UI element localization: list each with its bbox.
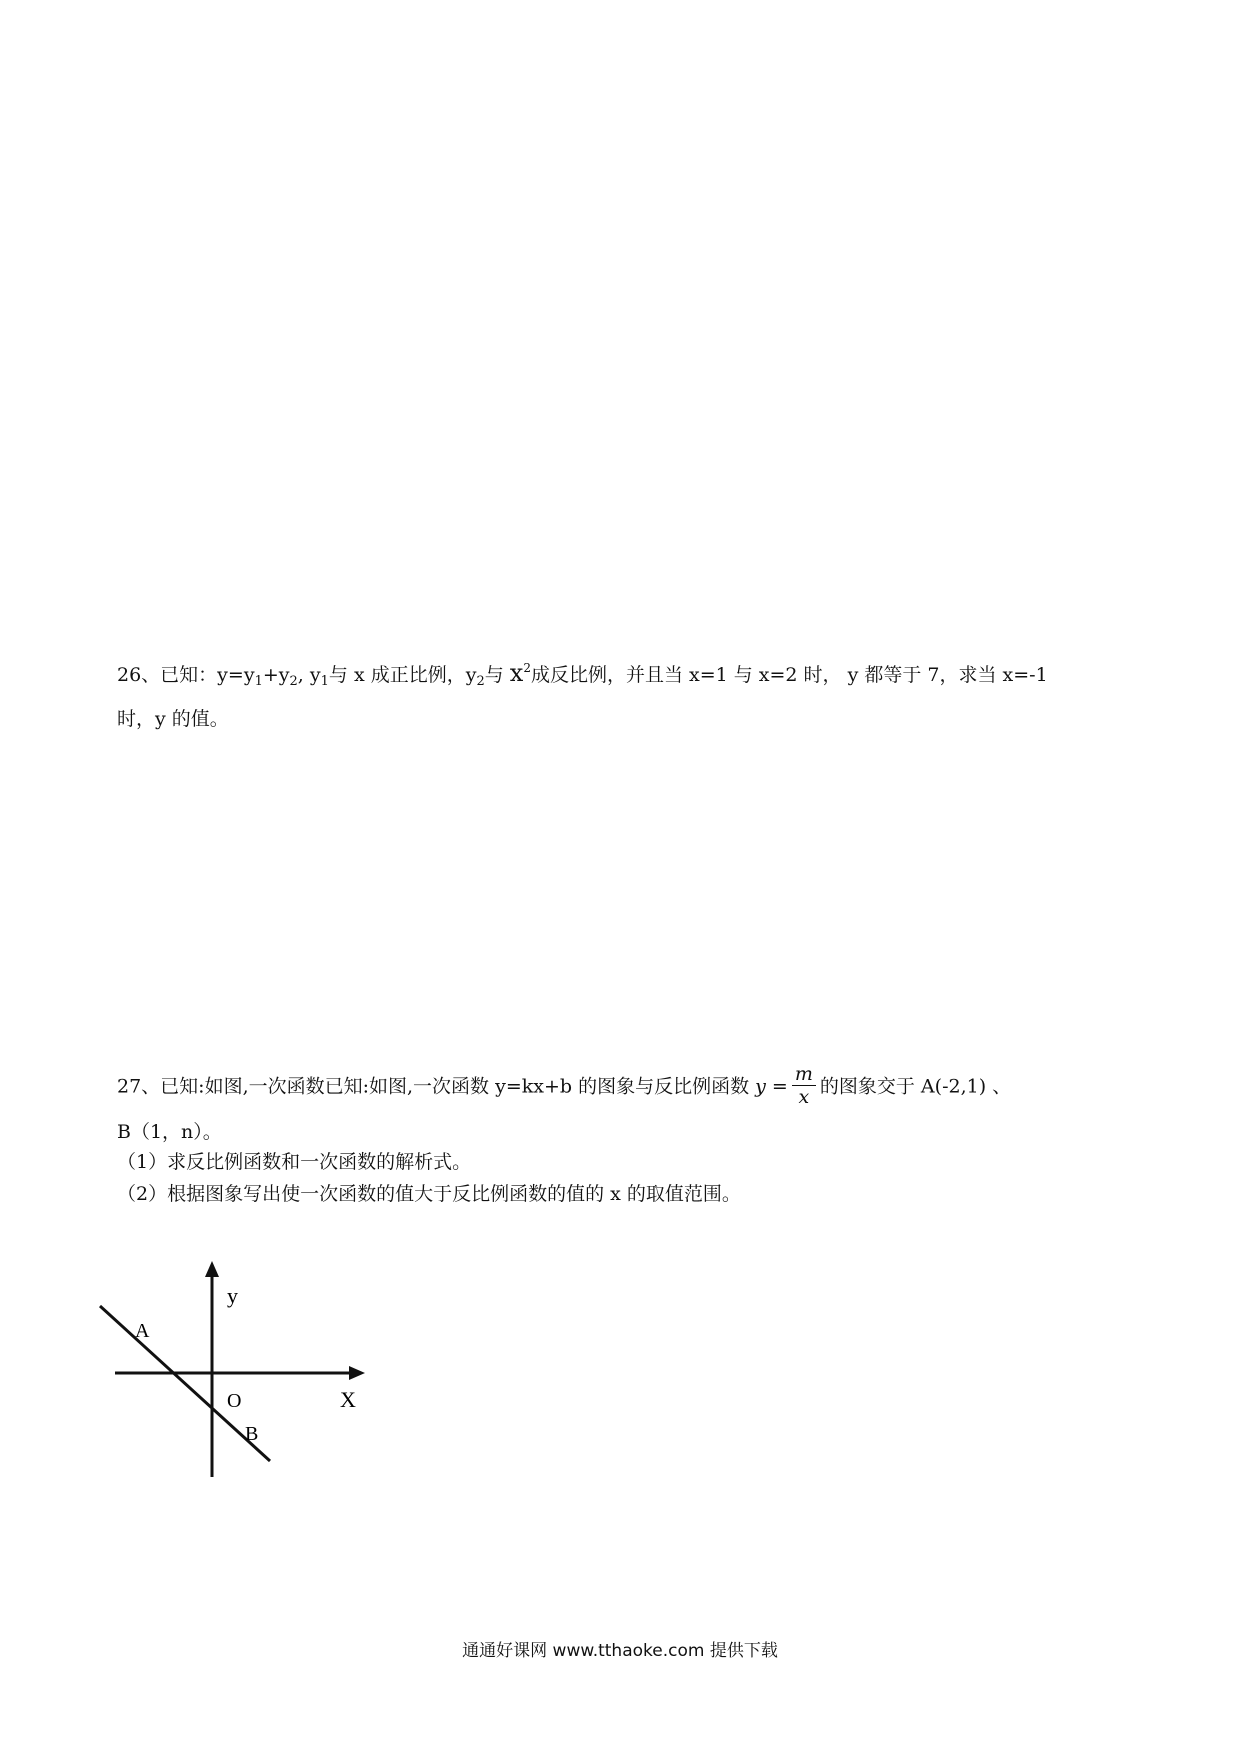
q26-text-5: 与 xyxy=(484,664,510,686)
question-26-line-1 xyxy=(117,656,1048,694)
point-a-label: A xyxy=(135,1320,150,1342)
q27-fraction-denominator: x xyxy=(798,1086,810,1108)
q27-fraction-numerator: m xyxy=(792,1063,816,1086)
y-axis-label: y xyxy=(227,1283,238,1308)
coordinate-graph xyxy=(95,1255,375,1485)
q26-subscript-2: 2 xyxy=(289,674,298,689)
q26-x-symbol: x xyxy=(509,659,524,687)
question-27-line-1 xyxy=(117,1065,1011,1110)
q26-superscript: 2 xyxy=(523,661,531,675)
point-b-label: B xyxy=(245,1423,259,1445)
question-27-line-2: B（1，n）。 xyxy=(117,1121,222,1143)
q26-text-2: +y xyxy=(262,664,290,686)
q27-y-equals: y = xyxy=(755,1075,788,1098)
q27-text-prefix: 27、已知:如图,一次函数已知:如图,一次函数 y=kx+b 的图象与反比例函数 xyxy=(117,1075,750,1098)
y-axis-arrow xyxy=(205,1261,219,1277)
q26-text-4: 与 x 成正比例，y xyxy=(328,664,477,686)
q26-subscript-3: 1 xyxy=(320,674,329,689)
question-27-part-1: （1）求反比例函数和一次函数的解析式。 xyxy=(117,1151,472,1173)
q26-text-3: , y xyxy=(297,664,321,686)
q26-subscript-4: 2 xyxy=(476,674,485,689)
q26-text-6: 成反比例，并且当 x=1 与 x=2 时， y 都等于 7，求当 x=-1 xyxy=(530,664,1048,686)
x-axis-arrow xyxy=(349,1366,365,1380)
q26-subscript-1: 1 xyxy=(254,674,263,689)
question-26-line-2: 时，y 的值。 xyxy=(117,708,229,730)
x-axis-label: X xyxy=(340,1387,356,1412)
question-27-part-2: （2）根据图象写出使一次函数的值大于反比例函数的值的 x 的取值范围。 xyxy=(117,1183,741,1205)
origin-label: O xyxy=(227,1390,242,1412)
footer-source: 通通好课网 www.tthaoke.com 提供下载 xyxy=(462,1641,778,1661)
q27-fraction xyxy=(792,1063,816,1108)
q27-text-suffix: 的图象交于 A(-2,1) 、 xyxy=(819,1075,1012,1098)
q26-text-prefix: 26、已知：y=y xyxy=(117,664,255,686)
